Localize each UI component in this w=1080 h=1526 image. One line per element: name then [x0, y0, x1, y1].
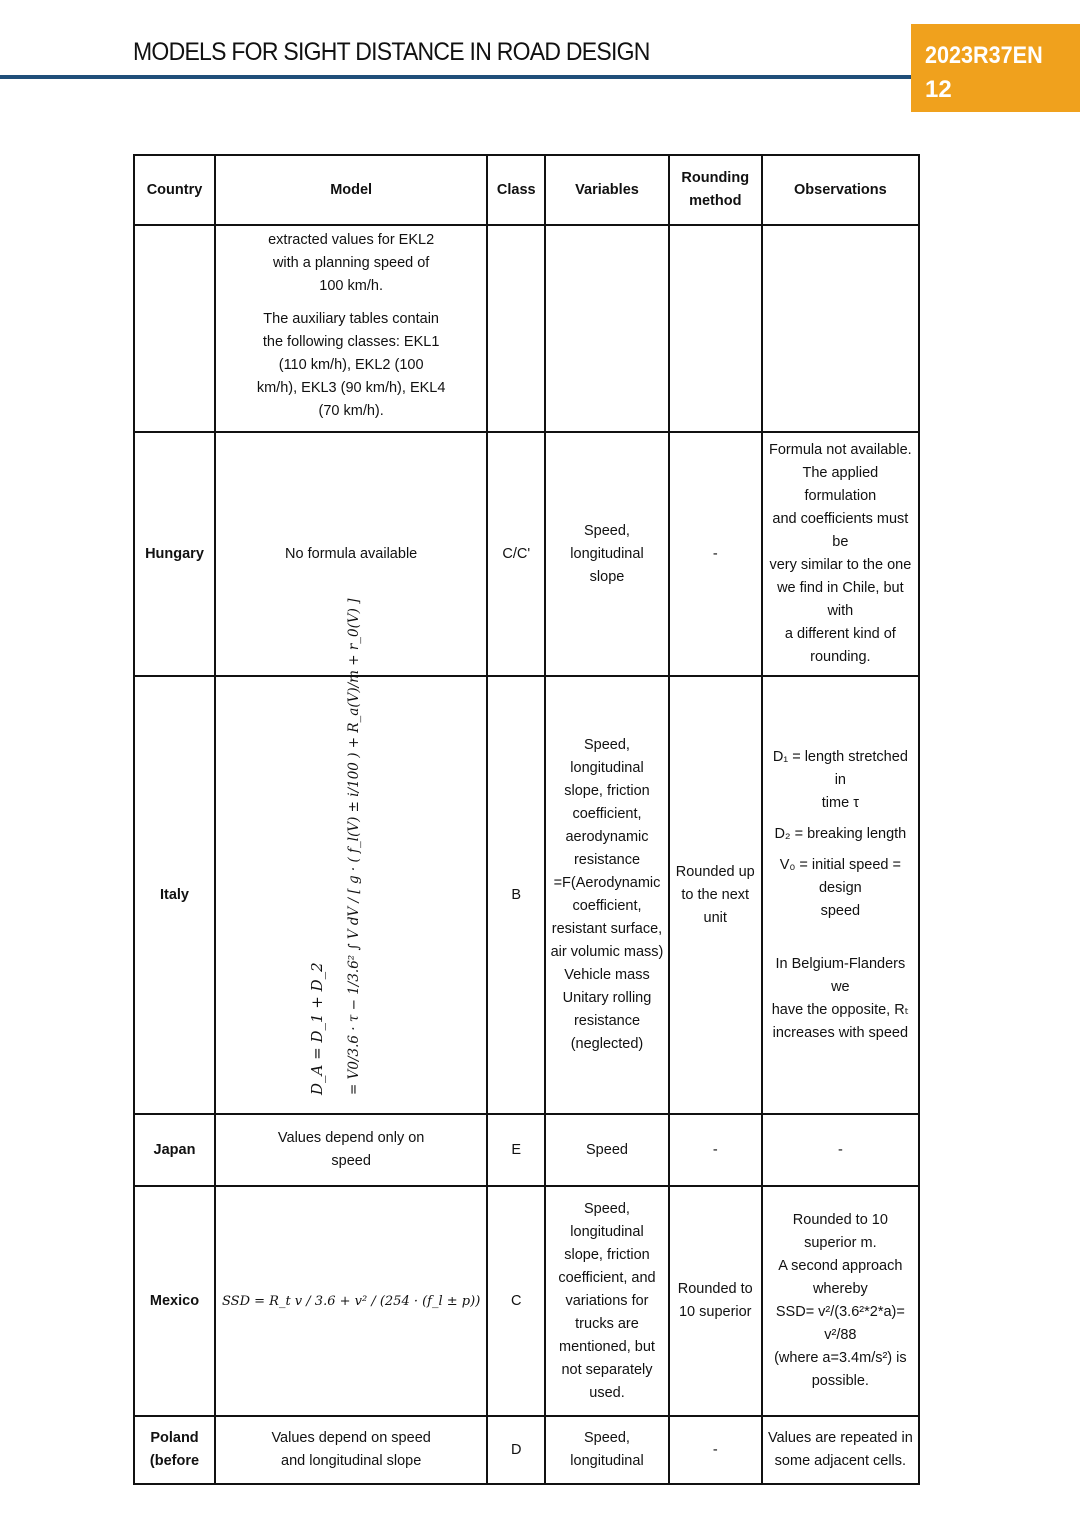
italy-formula-line-1: D_A = D_1 + D_2: [308, 962, 327, 1095]
cell-model: [214, 1415, 486, 1485]
cell-country-empty: [133, 224, 214, 431]
cell-model-continuation: [214, 224, 486, 431]
variables-line: Speed,: [584, 522, 630, 539]
mexico-formula: SSD = R_t v / 3.6 + v² / (254 · (f_l ± p)): [222, 1293, 481, 1309]
cell-observations: [761, 1415, 920, 1485]
model-line: Values depend only on: [277, 1130, 425, 1146]
observations-line: (where a=3.4m/s²) is: [774, 1350, 907, 1366]
cell-model: No formula available: [214, 431, 486, 675]
header-class: Class: [486, 154, 544, 224]
variables-line: aerodynamic: [565, 829, 649, 845]
rounding-line: to the next: [681, 886, 750, 903]
cell-model-formula: [214, 1185, 486, 1415]
rounding-line: unit: [703, 909, 727, 926]
italy-formula-line-2: = V0/3.6 · τ − 1/3.6² ∫ V dV / [ g · ( f_l(V) ± i/100 ) + R_a(V)/m + r_0(V) ]: [346, 598, 363, 1095]
cell-empty: [486, 224, 544, 431]
cell-rounding: -: [668, 431, 761, 675]
header-variables: Variables: [544, 154, 668, 224]
continuation-text: (110 km/h), EKL2 (100: [278, 356, 424, 373]
variables-line: mentioned, but: [559, 1338, 655, 1355]
variables-line: used.: [589, 1384, 625, 1401]
variables-line: not separately: [561, 1361, 653, 1378]
country-line: Poland: [150, 1430, 199, 1446]
doc-badge: [911, 24, 1080, 112]
page-number: 12: [925, 76, 952, 103]
obs-text: have the opposite, Rₜ: [771, 1001, 909, 1018]
header-rounding-l2: method: [689, 193, 742, 209]
rounding-line: Rounded to: [677, 1281, 753, 1297]
obs-text: speed: [820, 902, 861, 919]
table-row-japan: [133, 1113, 920, 1185]
variables-line: resistant surface,: [551, 921, 663, 937]
variables-line: resistance: [573, 852, 641, 868]
cell-class: E: [486, 1113, 544, 1185]
italy-formula: [249, 598, 454, 1105]
observations-line: Rounded to 10 superior m.: [792, 1212, 888, 1251]
cell-country: [133, 1415, 214, 1485]
cell-observations: [761, 431, 920, 675]
cell-variables: Speed: [544, 1113, 668, 1185]
variables-line: longitudinal: [570, 545, 644, 562]
cell-class: C: [486, 1185, 544, 1415]
variables-line: Speed,: [584, 737, 630, 753]
cell-class: C/C': [486, 431, 544, 675]
variables-line: Speed,: [584, 1200, 630, 1217]
cell-variables: [544, 1415, 668, 1485]
observations-line: whereby: [812, 1281, 868, 1297]
cell-rounding: -: [668, 1113, 761, 1185]
table-row-hungary: [133, 431, 920, 675]
cell-rounding: [668, 1185, 761, 1415]
variables-line: longitudinal: [570, 1223, 644, 1240]
doc-code: 2023R37EN: [925, 42, 1043, 69]
obs-d2: D₂ = breaking length: [774, 825, 907, 842]
cell-observations: [761, 1185, 920, 1415]
rounding-line: Rounded up: [675, 863, 755, 880]
table-row-continuation: [133, 224, 920, 431]
observations-line: A second approach: [778, 1258, 903, 1274]
variables-line: air volumic mass): [550, 944, 664, 960]
observations-line: we find in Chile, but with: [777, 580, 904, 619]
cell-observations: -: [761, 1113, 920, 1185]
obs-text: increases with speed: [772, 1024, 909, 1041]
observations-line: a different kind of: [784, 626, 896, 642]
table-row-italy: [133, 675, 920, 1113]
cell-empty: [761, 224, 920, 431]
model-line: Values depend on speed: [271, 1430, 431, 1446]
table-row-poland: [133, 1415, 920, 1485]
observations-line: very similar to the one: [769, 557, 912, 573]
obs-text: V₀ = initial speed = design: [779, 856, 901, 896]
variables-line: variations for: [565, 1292, 649, 1309]
variables-line: Vehicle mass: [564, 967, 650, 983]
variables-line: coefficient, and: [558, 1269, 656, 1286]
obs-belgium: [767, 953, 914, 1045]
cell-variables: [544, 675, 668, 1113]
variables-line: slope, friction: [564, 1246, 650, 1263]
variables-line: Unitary rolling: [562, 990, 652, 1006]
cell-empty: [544, 224, 668, 431]
variables-line: (neglected): [570, 1036, 644, 1052]
cell-country: Italy: [133, 675, 214, 1113]
continuation-text: (70 km/h).: [318, 402, 384, 419]
continuation-text: with a planning speed of: [272, 254, 430, 271]
variables-line: coefficient,: [572, 806, 642, 822]
variables-line: =F(Aerodynamic: [553, 875, 661, 891]
rounding-line: 10 superior: [678, 1304, 752, 1320]
cell-rounding: -: [668, 1415, 761, 1485]
cell-model-formula: [214, 598, 486, 1113]
table-header-row: [133, 154, 920, 224]
continuation-text: km/h), EKL3 (90 km/h), EKL4: [256, 379, 446, 396]
cell-country: Japan: [133, 1113, 214, 1185]
variables-line: longitudinal: [570, 1453, 644, 1469]
obs-d1: [767, 746, 914, 815]
page-header-title: MODELS FOR SIGHT DISTANCE IN ROAD DESIGN: [133, 38, 650, 66]
cell-rounding: [668, 675, 761, 1113]
cell-country: Mexico: [133, 1185, 214, 1415]
observations-line: possible.: [811, 1373, 869, 1389]
continuation-para-1: [220, 229, 482, 298]
country-line: (before: [149, 1453, 200, 1469]
header-rounding: [668, 154, 761, 224]
continuation-para-2: [220, 308, 482, 423]
observations-line: and coefficients must be: [772, 511, 909, 550]
continuation-text: 100 km/h.: [319, 277, 383, 294]
cell-class: B: [486, 675, 544, 1113]
variables-line: resistance: [573, 1013, 641, 1029]
cell-variables: [544, 1185, 668, 1415]
observations-line: rounding.: [810, 649, 871, 665]
obs-v0: [767, 854, 914, 923]
variables-line: Speed,: [584, 1430, 630, 1446]
observations-line: some adjacent cells.: [774, 1453, 907, 1469]
continuation-text: extracted values for EKL2: [268, 231, 435, 248]
variables-line: coefficient,: [572, 898, 642, 914]
obs-text: time τ: [821, 794, 859, 811]
observations-line: The applied formulation: [802, 465, 879, 504]
header-rounding-l1: Rounding: [681, 170, 750, 186]
observations-line: Values are repeated in: [767, 1430, 913, 1446]
variables-line: longitudinal: [570, 760, 644, 776]
model-line: speed: [331, 1153, 371, 1169]
cell-country: Hungary: [133, 431, 214, 675]
cell-class: D: [486, 1415, 544, 1485]
cell-variables: [544, 431, 668, 675]
variables-line: trucks are: [575, 1315, 639, 1332]
header-model: Model: [214, 154, 486, 224]
observations-line: Formula not available.: [769, 442, 912, 458]
sight-distance-table: [133, 154, 920, 1485]
variables-line: slope: [589, 568, 625, 585]
obs-text: D₁ = length stretched in: [772, 748, 908, 788]
italy-formula-rotated: [306, 598, 396, 1095]
model-line: and longitudinal slope: [281, 1453, 422, 1469]
continuation-text: The auxiliary tables contain: [263, 310, 439, 327]
cell-observations: [761, 675, 920, 1113]
cell-empty: [668, 224, 761, 431]
header-observations: Observations: [761, 154, 920, 224]
table-row-mexico: [133, 1185, 920, 1415]
obs-text: In Belgium-Flanders we: [775, 955, 906, 995]
continuation-text: the following classes: EKL1: [262, 333, 440, 350]
cell-model: [214, 1113, 486, 1185]
observations-line: SSD= v²/(3.6²*2*a)= v²/88: [775, 1304, 905, 1343]
header-country: Country: [133, 154, 214, 224]
variables-line: slope, friction: [564, 783, 650, 799]
